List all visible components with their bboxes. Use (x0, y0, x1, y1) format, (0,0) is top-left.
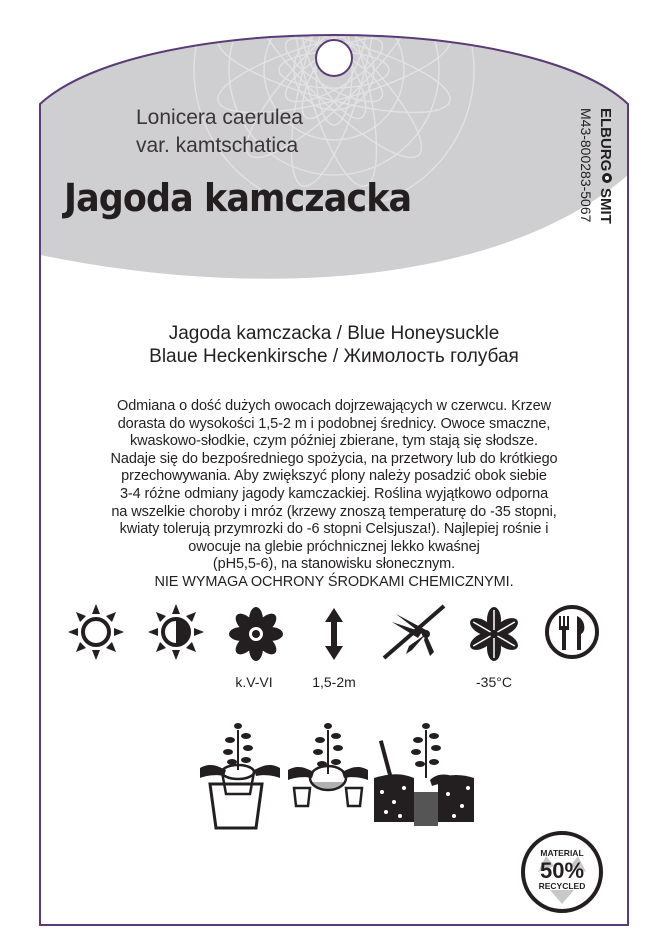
hardiness-label: -35°C (476, 674, 512, 690)
product-code: M43-800283-5067 (578, 108, 594, 223)
recycle-line1: MATERIAL (540, 848, 584, 858)
planting-step-3-icon (374, 722, 474, 832)
latin-name-line2: var. kamtschatica (136, 134, 299, 157)
full-sun-icon (68, 604, 124, 660)
description-line: owocuje na glebie próchnicznej lekko kwaśnej (188, 538, 480, 555)
flowering-period-label: k.V-VI (235, 674, 273, 690)
brand-name-2: SMIT (597, 188, 614, 224)
height-label: 1,5-2m (312, 674, 356, 690)
brand-name: ELBURG (597, 108, 614, 172)
description (60, 398, 608, 592)
description-line: dorasta do wysokości 1,5-2 m i podobnej średnicy. Owoce smaczne, (117, 415, 551, 432)
description-line: Nadaje się do bezpośredniego spożycia, na przetwory lub do krótkiego (110, 450, 558, 467)
no-pruning-icon (382, 604, 446, 660)
page-title: Jagoda kamczacka (64, 176, 412, 220)
description-line: Odmiana o dość dużych owocach dojrzewających w czerwcu. Krzew (117, 398, 551, 414)
recycle-percent: 50% (539, 858, 585, 883)
recycled-material-badge (520, 830, 604, 914)
latin-name-line1: Lonicera caerulea (136, 106, 303, 129)
flower-icon (228, 606, 284, 662)
description-line: przechowywania. Aby zwiększyć plony należy posadzić obok siebie (121, 468, 547, 485)
frost-icon (466, 606, 522, 662)
recycle-line2: RECYCLED (538, 881, 586, 891)
description-line: (pH5,5-6), na stanowisku słonecznym. (212, 556, 456, 573)
names-line1: Jagoda kamczacka / Blue Honeysuckle (168, 323, 500, 344)
names-line2: Blaue Heckenkirsche / Жимолость голубая (149, 346, 519, 367)
brand-strip (575, 106, 615, 246)
description-line: kwaskowo-słodkie, czym później zbierane, tym stają się słodsze. (130, 433, 538, 450)
hang-hole (316, 40, 352, 76)
planting-step-1-icon (200, 722, 280, 832)
partial-sun-icon (148, 604, 204, 660)
description-line: kwiaty tolerują przymrozki do -6 stopni Celsjusza!). Najlepiej rośnie i (119, 521, 549, 538)
latin-name (136, 104, 396, 160)
height-arrow-icon (306, 606, 362, 662)
planting-step-2-icon (288, 722, 368, 832)
flower-logo-icon (602, 173, 612, 183)
common-names (84, 322, 584, 368)
description-line: NIE WYMAGA OCHRONY ŚRODKAMI CHEMICZNYMI. (154, 573, 514, 590)
edible-icon (544, 604, 600, 660)
description-line: 3-4 różne odmiany jagody kamczackiej. Roślina wyjątkowo odporna (119, 485, 549, 502)
description-line: na wszelkie choroby i mróz (krzewy znoszą temperaturę do -35 stopni, (111, 503, 557, 520)
